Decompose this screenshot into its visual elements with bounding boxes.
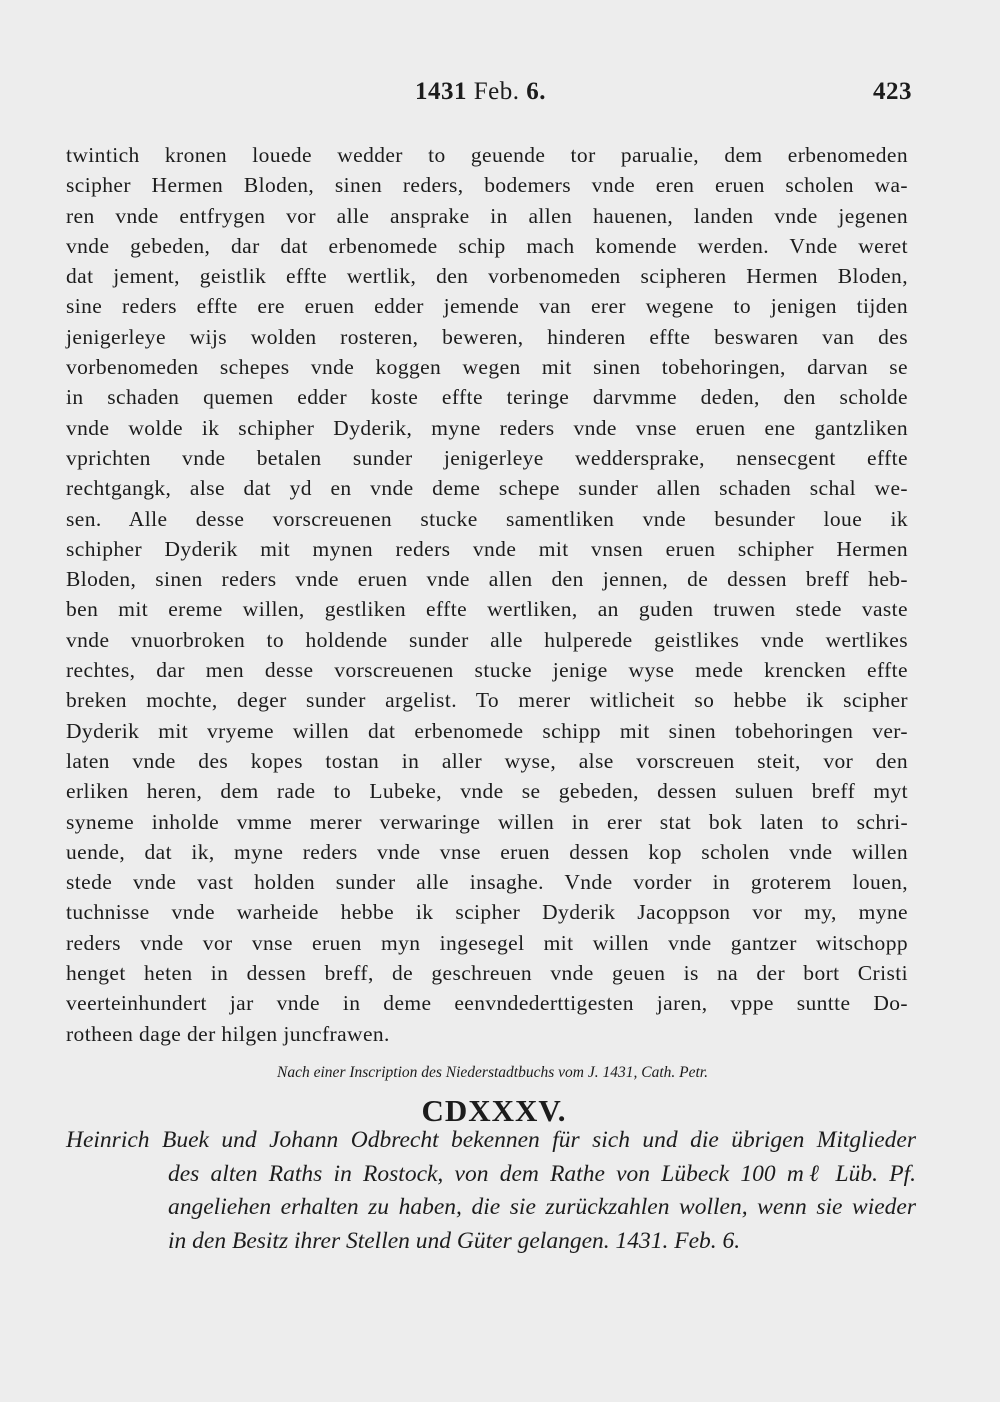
- header-year: 1431: [415, 78, 467, 105]
- regest-line: des alten Raths in Rostock, von dem Rathe von Lübeck 100 mℓ Lüb. Pf.: [168, 1160, 916, 1187]
- source-note: [0, 1064, 1000, 1082]
- body-line: vprichten vnde betalen sunder jenigerleye weddersprake, nensecgent effte: [66, 445, 908, 470]
- document-number: CDXXXV.: [421, 1093, 567, 1128]
- body-line: ren vnde entfrygen vor alle ansprake in allen hauenen, landen vnde jegenen: [66, 203, 908, 228]
- regest-line: in den Besitz ihrer Stellen und Güter gelangen. 1431. Feb. 6.: [168, 1227, 741, 1254]
- body-line: henget heten in dessen breff, de geschreuen vnde geuen is na der bort Cristi: [66, 961, 908, 986]
- body-line: stede vnde vast holden sunder alle insaghe. Vnde vorder in groterem louen,: [66, 870, 908, 895]
- body-line: vnde vnuorbroken to holdende sunder alle hulperede geistlikes vnde wertlikes: [66, 627, 908, 652]
- body-line: jenigerleye wijs wolden rosteren, beweren, hinderen effte beswaren van des: [66, 324, 908, 349]
- body-line: vnde gebeden, dar dat erbenomede schip mach komende werden. Vnde weret: [66, 233, 908, 258]
- page-number: 423: [873, 78, 912, 105]
- regest-summary: [66, 1124, 916, 1258]
- body-line: rotheen dage der hilgen juncfrawen.: [66, 1021, 390, 1046]
- body-line: tuchnisse vnde warheide hebbe ik scipher Dyderik Jacoppson vor my, myne: [66, 900, 908, 925]
- regest-line: angeliehen erhalten zu haben, die sie zurückzahlen wollen, wenn sie wieder: [168, 1194, 916, 1220]
- body-line: dat jement, geistlik effte wertlik, den vorbenomeden scipheren Hermen Bloden,: [66, 264, 908, 289]
- body-line: Dyderik mit vryeme willen dat erbenomede schipp mit sinen tobehoringen ver-: [66, 718, 908, 743]
- body-line: uende, dat ik, myne reders vnde vnse eruen dessen kop scholen vnde willen: [66, 839, 908, 864]
- body-line: reders vnde vor vnse eruen myn ingesegel mit willen vnde gantzer witschopp: [66, 930, 908, 955]
- body-line: Bloden, sinen reders vnde eruen vnde allen den jennen, de dessen breff heb-: [66, 567, 908, 592]
- page-header: [0, 78, 1000, 118]
- running-head-date: [415, 78, 546, 106]
- header-day: 6.: [526, 78, 546, 105]
- body-line: in schaden quemen edder koste effte teringe darvmme deden, den scholde: [66, 385, 908, 410]
- body-line: scipher Hermen Bloden, sinen reders, bodemers vnde eren eruen scholen wa-: [66, 173, 908, 198]
- body-line: syneme inholde vmme merer verwaringe willen in erer stat bok laten to schri-: [66, 809, 908, 834]
- body-line: laten vnde des kopes tostan in aller wyse, alse vorscreuen steit, vor den: [66, 748, 908, 773]
- body-line: twintich kronen louede wedder to geuende tor parualie, dem erbenomeden: [66, 143, 908, 167]
- source-note-text: Nach einer Inscription des Niederstadtbuchs vom J. 1431, Cath. Petr.: [277, 1064, 708, 1081]
- regest-line: Heinrich Buek und Johann Odbrecht bekennen für sich und die übrigen Mitglieder: [66, 1127, 916, 1153]
- header-month: Feb.: [473, 78, 520, 105]
- body-line: breken mochte, deger sunder argelist. To merer witlicheit so hebbe ik scipher: [66, 688, 908, 713]
- body-line: sen. Alle desse vorscreuenen stucke samentliken vnde besunder loue ik: [66, 506, 908, 531]
- body-line: ben mit ereme willen, gestliken effte wertliken, an guden truwen stede vaste: [66, 597, 908, 622]
- body-line: vorbenomeden schepes vnde koggen wegen mit sinen tobehoringen, darvan se: [66, 355, 908, 380]
- document-body: [66, 140, 908, 1049]
- body-line: erliken heren, dem rade to Lubeke, vnde se gebeden, dessen suluen breff myt: [66, 779, 908, 804]
- body-line: vnde wolde ik schipher Dyderik, myne reders vnde vnse eruen ene gantzliken: [66, 415, 908, 440]
- body-line: rechtes, dar men desse vorscreuenen stucke jenige wyse mede krencken effte: [66, 658, 908, 683]
- body-line: veerteinhundert jar vnde in deme eenvndederttigesten jaren, vppe suntte Do-: [66, 991, 908, 1016]
- body-line: schipher Dyderik mit mynen reders vnde mit vnsen eruen schipher Hermen: [66, 536, 908, 561]
- body-line: rechtgangk, alse dat yd en vnde deme schepe sunder allen schaden schal we-: [66, 476, 908, 501]
- body-line: sine reders effte ere eruen edder jemende van erer wegene to jenigen tijden: [66, 294, 908, 319]
